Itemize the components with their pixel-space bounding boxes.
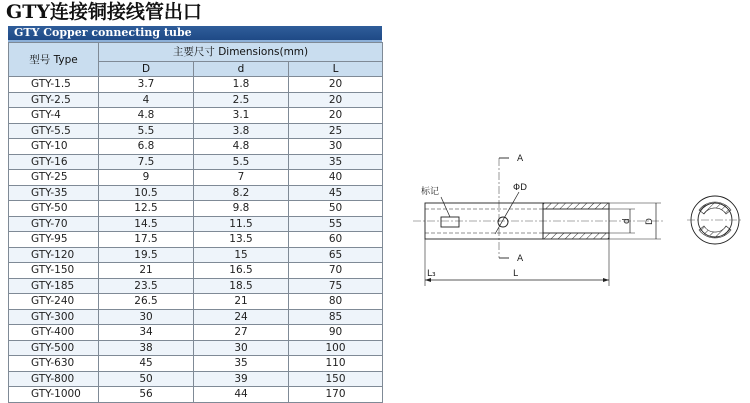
cell-d: 15 — [194, 247, 289, 263]
cell-D: 6.8 — [99, 139, 194, 155]
cell-D: 9 — [99, 170, 194, 186]
cell-model: GTY-185 — [9, 278, 99, 294]
cell-D: 14.5 — [99, 216, 194, 232]
cell-L: 30 — [289, 139, 383, 155]
table-row — [9, 77, 383, 93]
cell-L: 65 — [289, 247, 383, 263]
cell-L: 150 — [289, 371, 383, 387]
col-header-D: D — [99, 62, 194, 77]
label-L3: L₃ — [427, 269, 436, 279]
page-title: GTY连接铜接线管出口 — [6, 1, 202, 23]
cell-L: 100 — [289, 340, 383, 356]
label-mark: 标记 — [421, 187, 440, 197]
cell-L: 170 — [289, 387, 383, 403]
table-row — [9, 247, 383, 263]
cell-D: 45 — [99, 356, 194, 372]
cell-L: 75 — [289, 278, 383, 294]
tube-wall-bottom — [543, 233, 609, 239]
cell-model: GTY-70 — [9, 216, 99, 232]
cell-D: 38 — [99, 340, 194, 356]
cell-d: 39 — [194, 371, 289, 387]
table-row — [9, 232, 383, 248]
cell-model: GTY-400 — [9, 325, 99, 341]
cell-model: GTY-800 — [9, 371, 99, 387]
cell-D: 56 — [99, 387, 194, 403]
table-row — [9, 325, 383, 341]
cell-d: 35 — [194, 356, 289, 372]
cell-L: 35 — [289, 154, 383, 170]
cell-L: 55 — [289, 216, 383, 232]
col-header-dimensions: 主要尺寸 Dimensions(mm) — [99, 43, 383, 62]
cell-d: 21 — [194, 294, 289, 310]
cell-D: 5.5 — [99, 123, 194, 139]
cell-d: 11.5 — [194, 216, 289, 232]
spec-table — [8, 42, 383, 403]
table-row — [9, 139, 383, 155]
subtitle: GTY Copper connecting tube — [14, 26, 192, 39]
table-row — [9, 92, 383, 108]
table-row — [9, 154, 383, 170]
label-phiD: ΦD — [513, 183, 528, 193]
table-row — [9, 185, 383, 201]
cell-d: 18.5 — [194, 278, 289, 294]
label-A-bottom: A — [517, 254, 524, 264]
table-row — [9, 263, 383, 279]
cell-D: 50 — [99, 371, 194, 387]
cell-L: 50 — [289, 201, 383, 217]
table-row — [9, 371, 383, 387]
cell-L: 20 — [289, 108, 383, 124]
cell-model: GTY-1000 — [9, 387, 99, 403]
cell-model: GTY-150 — [9, 263, 99, 279]
cell-d: 24 — [194, 309, 289, 325]
cell-model: GTY-5.5 — [9, 123, 99, 139]
table-row — [9, 108, 383, 124]
cell-L: 45 — [289, 185, 383, 201]
label-d: d — [622, 218, 632, 224]
cell-model: GTY-1.5 — [9, 77, 99, 93]
label-D: D — [645, 218, 655, 225]
cell-d: 44 — [194, 387, 289, 403]
table-row — [9, 294, 383, 310]
cell-d: 4.8 — [194, 139, 289, 155]
cell-model: GTY-35 — [9, 185, 99, 201]
table-row — [9, 278, 383, 294]
cell-L: 90 — [289, 325, 383, 341]
cell-d: 8.2 — [194, 185, 289, 201]
cell-D: 10.5 — [99, 185, 194, 201]
cell-L: 70 — [289, 263, 383, 279]
cell-L: 85 — [289, 309, 383, 325]
table-row — [9, 170, 383, 186]
cell-d: 16.5 — [194, 263, 289, 279]
cell-d: 13.5 — [194, 232, 289, 248]
cell-D: 4 — [99, 92, 194, 108]
cell-L: 60 — [289, 232, 383, 248]
cell-D: 34 — [99, 325, 194, 341]
cell-model: GTY-10 — [9, 139, 99, 155]
cell-D: 26.5 — [99, 294, 194, 310]
subtitle-bar — [8, 26, 382, 42]
cell-D: 7.5 — [99, 154, 194, 170]
cell-model: GTY-16 — [9, 154, 99, 170]
cell-model: GTY-2.5 — [9, 92, 99, 108]
tube-drawing — [395, 140, 745, 300]
cell-D: 21 — [99, 263, 194, 279]
cell-model: GTY-120 — [9, 247, 99, 263]
tube-wall-top — [543, 203, 609, 209]
cell-model: GTY-4 — [9, 108, 99, 124]
cell-model: GTY-300 — [9, 309, 99, 325]
cell-L: 40 — [289, 170, 383, 186]
cell-model: GTY-240 — [9, 294, 99, 310]
table-row — [9, 123, 383, 139]
cell-model: GTY-500 — [9, 340, 99, 356]
cell-d: 9.8 — [194, 201, 289, 217]
cell-L: 25 — [289, 123, 383, 139]
cell-d: 2.5 — [194, 92, 289, 108]
cell-L: 110 — [289, 356, 383, 372]
cell-D: 30 — [99, 309, 194, 325]
cell-D: 23.5 — [99, 278, 194, 294]
mark-rect — [441, 217, 459, 227]
cell-D: 4.8 — [99, 108, 194, 124]
cell-model: GTY-630 — [9, 356, 99, 372]
cell-d: 30 — [194, 340, 289, 356]
table-row — [9, 216, 383, 232]
table-row — [9, 309, 383, 325]
table-row — [9, 356, 383, 372]
cell-L: 80 — [289, 294, 383, 310]
cell-L: 20 — [289, 92, 383, 108]
label-L: L — [513, 269, 519, 279]
cell-model: GTY-50 — [9, 201, 99, 217]
cell-D: 17.5 — [99, 232, 194, 248]
cell-d: 3.1 — [194, 108, 289, 124]
cell-d: 1.8 — [194, 77, 289, 93]
cell-d: 5.5 — [194, 154, 289, 170]
cell-model: GTY-25 — [9, 170, 99, 186]
cell-d: 3.8 — [194, 123, 289, 139]
table-row — [9, 201, 383, 217]
cell-L: 20 — [289, 77, 383, 93]
table-row — [9, 340, 383, 356]
cell-model: GTY-95 — [9, 232, 99, 248]
cell-D: 19.5 — [99, 247, 194, 263]
cell-D: 3.7 — [99, 77, 194, 93]
cell-d: 7 — [194, 170, 289, 186]
col-header-model: 型号 Type — [9, 43, 99, 77]
cell-d: 27 — [194, 325, 289, 341]
label-A-top: A — [517, 154, 524, 164]
cell-D: 12.5 — [99, 201, 194, 217]
col-header-d: d — [194, 62, 289, 77]
col-header-L: L — [289, 62, 383, 77]
